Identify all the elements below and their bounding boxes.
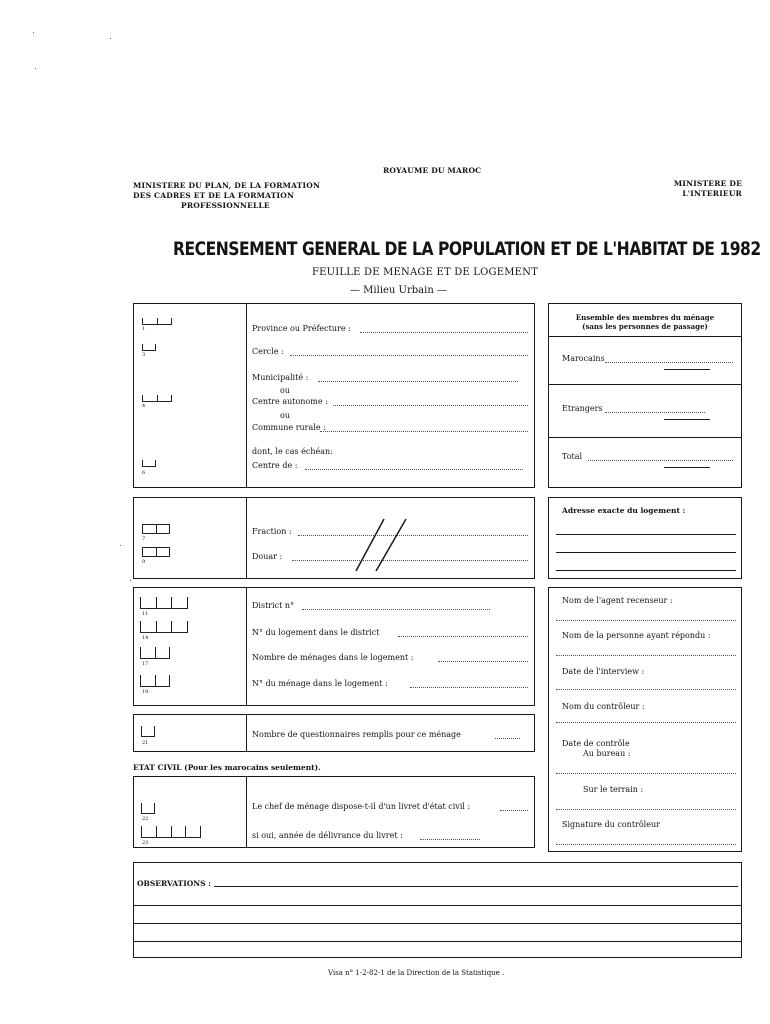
code-box-23[interactable] [141,826,201,838]
code-box-7[interactable] [142,524,170,534]
ministry-right: MINISTERE DE L'INTERIEUR [673,179,742,198]
controleur-label: Nom du contrôleur : [562,702,645,711]
adresse-title: Adresse exacte du logement : [562,506,686,515]
nombre-menages-label: Nombre de ménages dans le logement : [252,653,414,662]
code-box-21[interactable] [141,726,155,737]
annee-field[interactable] [420,839,480,840]
ensemble-divider [548,437,742,438]
code-box-6[interactable] [142,460,156,467]
observations-box [133,862,742,958]
code-number: 22 [142,816,149,822]
district-label: District n° [252,601,295,610]
signature-field[interactable] [556,844,736,845]
milieu-label: — Milieu Urbain — [350,285,447,296]
section-divider [246,776,247,848]
agent-label: Nom de l'agent recenseur : [562,596,673,605]
code-box-17[interactable] [140,647,170,659]
controleur-field[interactable] [556,722,736,723]
ensemble-title: Ensemble des membres du ménage (sans les personnes de passage) [575,313,715,331]
controle-box [548,587,742,852]
date-interview-field[interactable] [556,689,736,690]
total-label: Total [562,452,583,461]
visa-footer: Visa n° 1-2-82-1 de la Direction de la Statistique . [328,969,505,977]
douar-label: Douar : [252,552,283,561]
section-divider [246,497,247,579]
etrangers-label: Etrangers [562,404,603,413]
date-controle-label: Date de contrôle [562,739,630,748]
agent-field[interactable] [556,620,736,621]
logement-label: N° du logement dans le district [252,628,380,637]
code-number: 1 [142,326,146,332]
commune-rurale-label: Commune rurale : [252,423,326,432]
adresse-line-3[interactable] [556,570,736,571]
cercle-label: Cercle : [252,347,284,356]
code-box-9[interactable] [142,547,170,557]
ministry-left: MINISTERE DU PLAN, DE LA FORMATION DES CADRES ET DE LA FORMATION PROFESSIONNELLE [133,181,321,210]
code-number: 3 [142,352,146,358]
ensemble-divider [548,336,742,337]
code-number: 23 [142,840,149,846]
scan-speck [33,32,34,33]
section-fraction-douar [133,497,535,579]
code-box-19[interactable] [140,675,170,687]
total-underline [664,467,710,468]
annee-label: si oui, année de délivrance du livret : [252,831,403,840]
form-subtitle: FEUILLE DE MENAGE ET DE LOGEMENT [312,267,538,278]
repondant-field[interactable] [556,655,736,656]
etrangers-field[interactable] [605,412,705,413]
numero-menage-field[interactable] [410,687,528,688]
code-box-22[interactable] [141,803,155,814]
centre-de-field[interactable] [305,469,523,470]
observations-line-3[interactable] [133,923,742,924]
etat-civil-title: ETAT CIVIL (Pour les marocains seulement). [133,763,321,772]
centre-de-label: Centre de : [252,461,298,470]
etrangers-underline [664,419,710,420]
district-field[interactable] [302,609,490,610]
cercle-field[interactable] [290,355,528,356]
province-label: Province ou Préfecture : [252,324,351,333]
logement-field[interactable] [398,636,528,637]
commune-rurale-field[interactable] [320,431,528,432]
observations-line-4[interactable] [133,941,742,942]
code-number: 11 [142,611,149,617]
au-bureau-label: Au bureau : [583,749,631,758]
marocains-field[interactable] [605,362,733,363]
section-divider [246,303,247,488]
code-number: 14 [142,635,149,641]
ou-label: ou [280,411,290,420]
adresse-line-1[interactable] [556,534,736,535]
fraction-label: Fraction : [252,527,292,536]
total-field[interactable] [588,460,733,461]
ou-label: ou [280,386,290,395]
observations-label: OBSERVATIONS : [137,879,211,888]
scan-speck [110,38,111,39]
code-box-14[interactable] [140,621,188,633]
code-number: 6 [142,470,146,476]
livret-label: Le chef de ménage dispose-t-il d'un livret d'état civil : [252,802,471,811]
country-name: ROYAUME DU MAROC [383,166,482,175]
sur-terrain-label: Sur le terrain : [583,785,644,794]
livret-field[interactable] [500,810,528,811]
code-box-1[interactable] [142,318,172,325]
municipalite-label: Municipalité : [252,373,309,382]
code-number: 21 [142,740,149,746]
sur-terrain-field[interactable] [556,809,736,810]
code-number: 19 [142,689,149,695]
code-box-3[interactable] [142,344,156,351]
centre-autonome-field[interactable] [333,405,528,406]
signature-label: Signature du contrôleur [562,820,660,829]
observations-line-2[interactable] [133,905,742,906]
au-bureau-field[interactable] [556,773,736,774]
numero-menage-label: N° du ménage dans le logement : [252,679,388,688]
observations-line-1[interactable] [214,886,738,887]
code-number: 17 [142,661,149,667]
code-box-4[interactable] [142,395,172,402]
scan-speck [35,68,36,69]
marocains-label: Marocains [562,354,605,363]
province-field[interactable] [360,332,528,333]
adresse-line-2[interactable] [556,552,736,553]
form-title: RECENSEMENT GENERAL DE LA POPULATION ET DE L'HABITAT DE 1982 [173,238,761,260]
strike-through-marks [350,515,420,573]
scan-speck [130,580,131,581]
municipalite-field[interactable] [318,381,518,382]
section-divider [246,587,247,706]
code-box-11[interactable] [140,597,188,609]
marocains-underline [664,369,710,370]
questionnaires-field[interactable] [495,738,520,739]
questionnaires-label: Nombre de questionnaires remplis pour ce ménage [252,730,461,739]
code-number: 4 [142,403,146,409]
dont-label: dont, le cas échéan: [252,447,333,456]
code-number: 7 [142,536,146,542]
code-number: 9 [142,559,146,565]
nombre-menages-field[interactable] [438,661,528,662]
repondant-label: Nom de la personne ayant répondu : [562,631,711,640]
date-interview-label: Date de l'interview : [562,667,645,676]
scan-speck [120,545,121,546]
ensemble-divider [548,384,742,385]
centre-autonome-label: Centre autonome : [252,397,328,406]
section-divider [246,714,247,752]
